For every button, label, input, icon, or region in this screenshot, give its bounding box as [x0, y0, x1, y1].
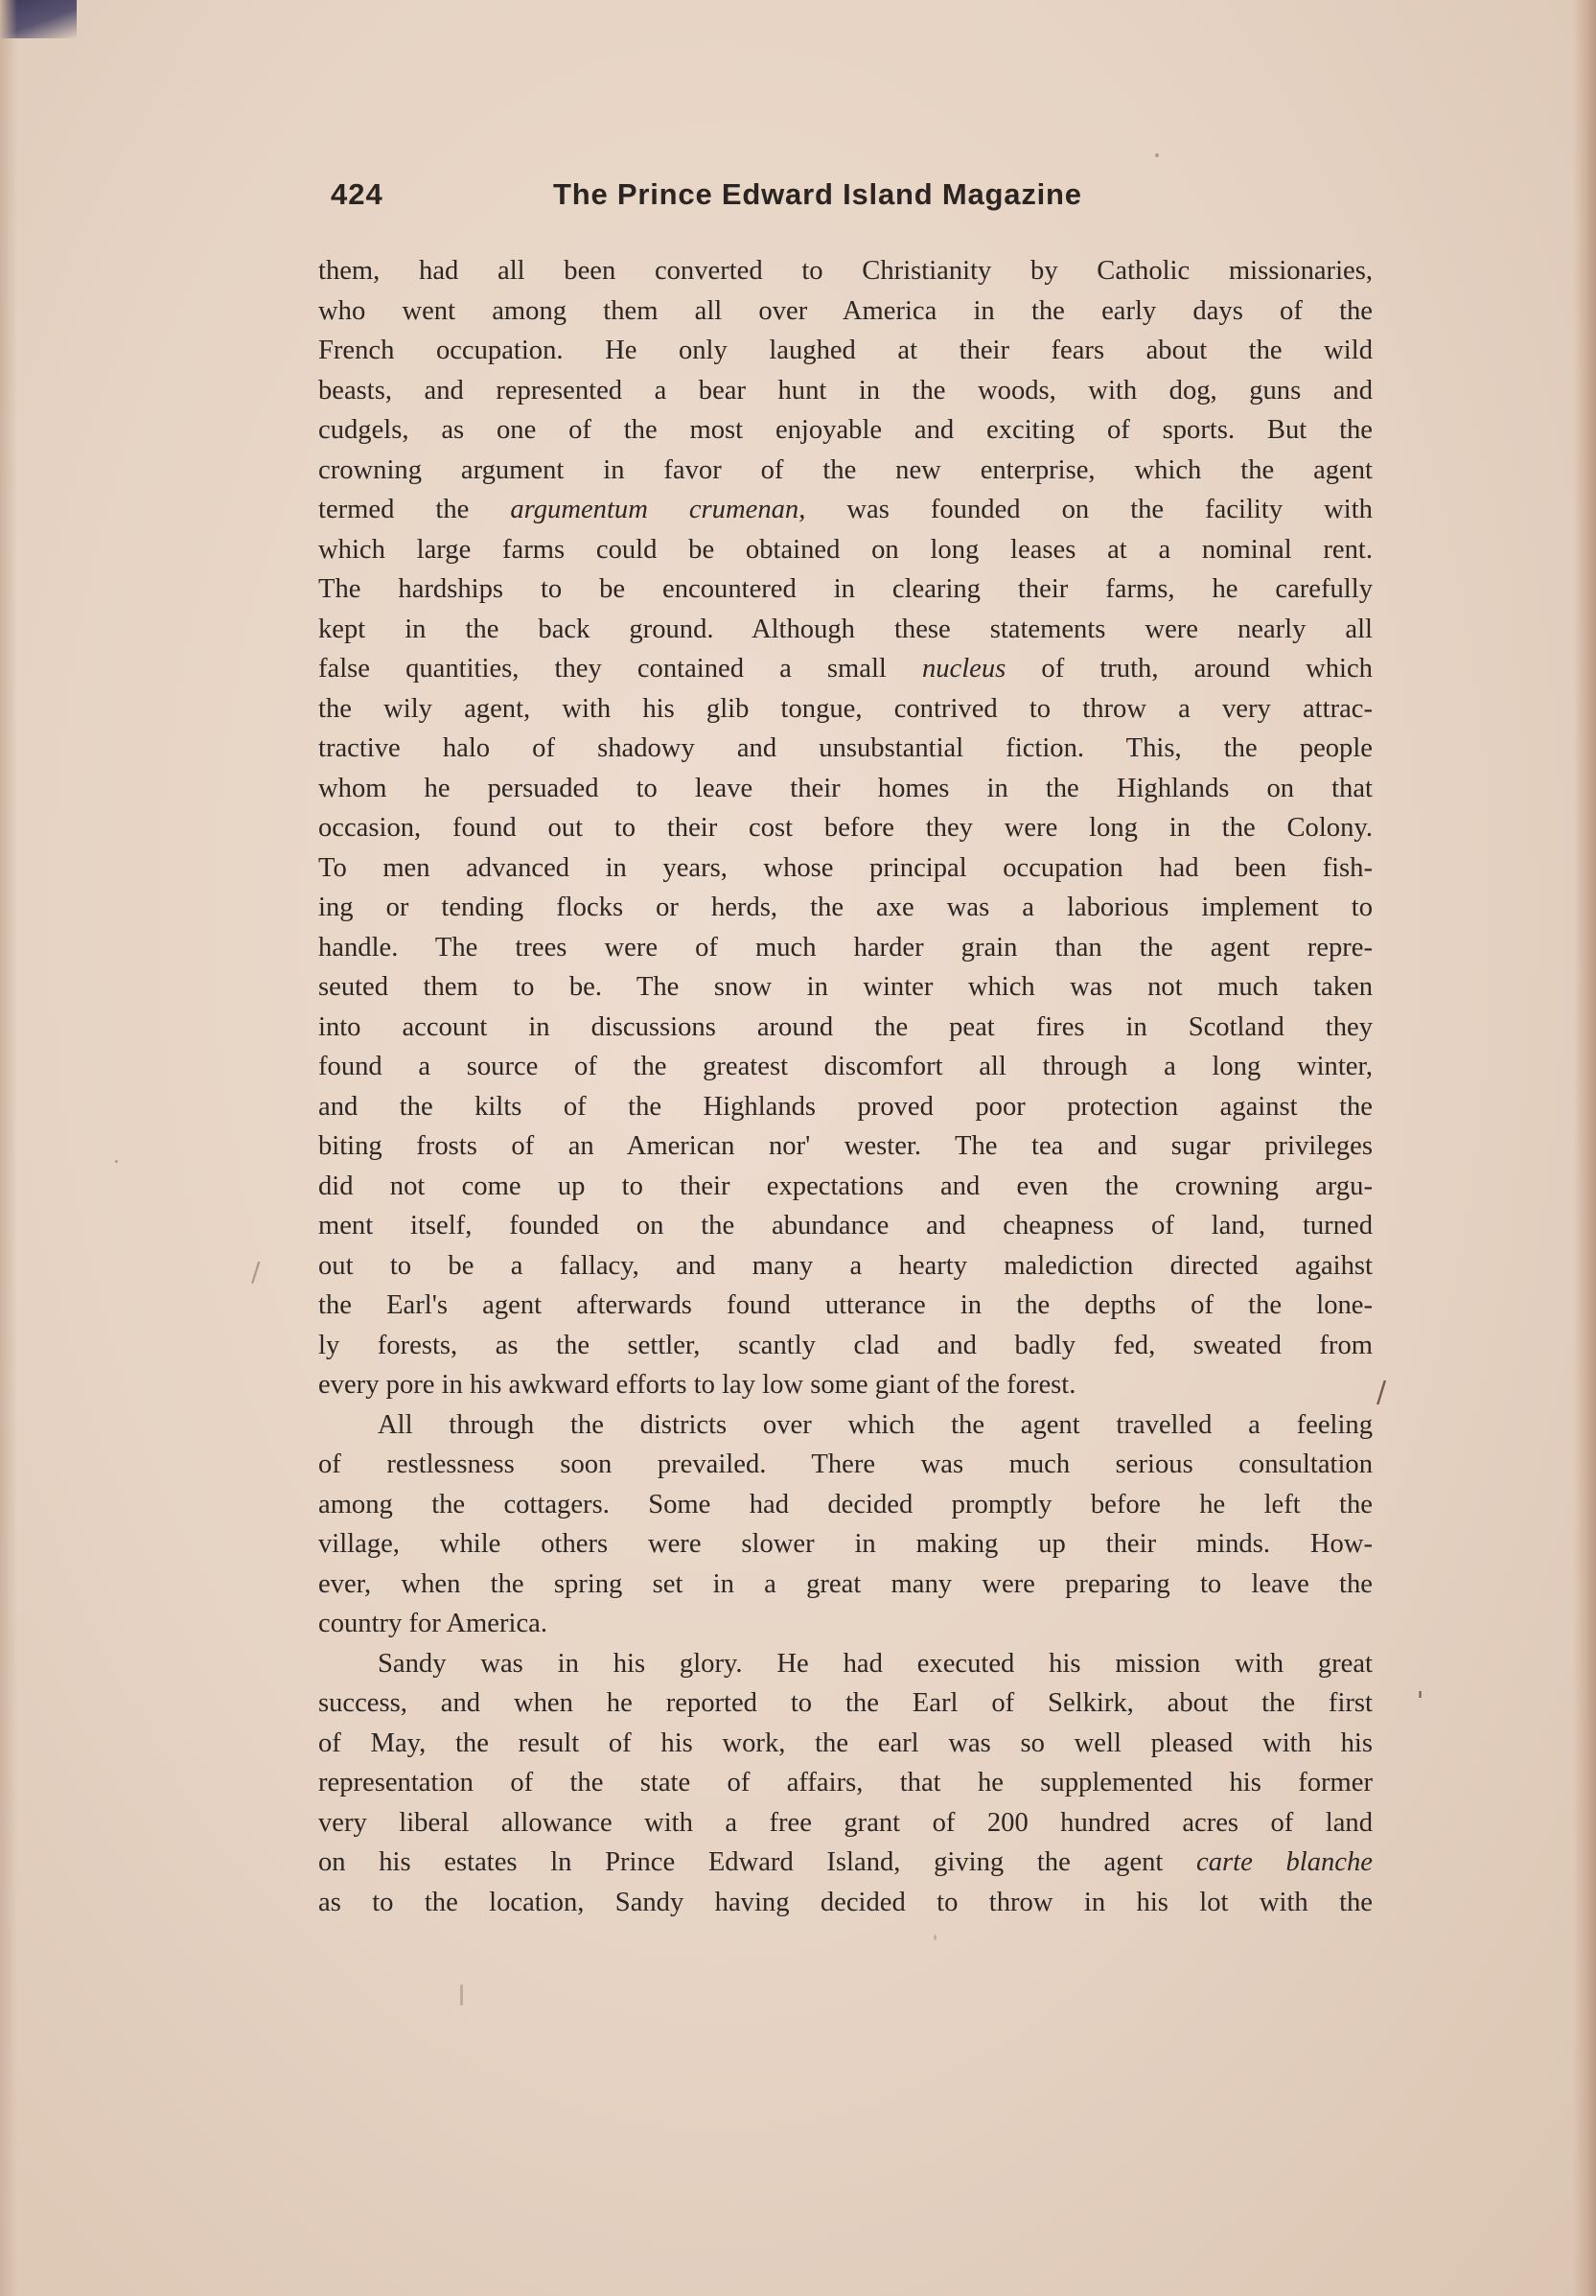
text-line: did not come up to their expectations and even the crowning argu- [318, 1171, 1373, 1201]
text-line: kept in the back ground. Although these statements were nearly all [318, 614, 1373, 644]
text-line: ever, when the spring set in a great many were preparing to leave the [318, 1568, 1373, 1599]
italic-term: argumentum crumenan, [510, 495, 806, 524]
pencil-tick-icon: ' [1417, 1687, 1424, 1716]
text-line: handle. The trees were of much harder grain than the agent repre- [318, 932, 1373, 962]
paper-speck [115, 1160, 118, 1163]
paragraph [318, 1644, 1373, 1923]
text-line: among the cottagers. Some had decided promptly before he left the [318, 1489, 1373, 1519]
text-line: tractive halo of shadowy and unsubstantial fiction. This, the people [318, 733, 1373, 763]
text-line: found a source of the greatest discomfort all through a long winter, [318, 1052, 1373, 1081]
paper-speck [1155, 153, 1159, 157]
text-line: very liberal allowance with a free grant of 200 hundred acres of land [318, 1807, 1373, 1838]
text-run: termed the [318, 495, 511, 524]
text-line: whom he persuaded to leave their homes in the Highlands on that [318, 773, 1373, 803]
text-line: who went among them all over America in the early days of the [318, 295, 1373, 326]
text-line: occasion, found out to their cost before they were long in the Colony. [318, 813, 1373, 843]
text-line: village, while others were slower in making up their minds. How- [318, 1529, 1373, 1559]
running-header [331, 177, 1371, 225]
text-line [318, 1843, 1373, 1883]
text-line: representation of the state of affairs, that he supplemented his former [318, 1768, 1373, 1797]
text-line: them, had all been converted to Christianity by Catholic missionaries, [318, 256, 1373, 286]
text-line: The hardships to be encountered in clearing their farms, he carefully [318, 574, 1373, 604]
page-number: 424 [331, 177, 383, 211]
text-line: out to be a fallacy, and many a hearty malediction directed agaihst [318, 1250, 1373, 1281]
text-line: ment itself, founded on the abundance and cheapness of land, turned [318, 1211, 1373, 1241]
text-run: false quantities, they contained a small [318, 654, 922, 684]
paper-speck [460, 1984, 463, 2006]
text-line: as to the location, Sandy having decided to throw in his lot with the [318, 1887, 1373, 1917]
text-line: the wily agent, with his glib tongue, contrived to throw a very attrac- [318, 693, 1373, 724]
page-right-edge [1573, 0, 1596, 2296]
text-line: into account in discussions around the peat fires in Scotland they [318, 1011, 1373, 1042]
text-line: seuted them to be. The snow in winter which was not much taken [318, 972, 1373, 1002]
text-line: crowning argument in favor of the new enterprise, which the agent [318, 454, 1373, 485]
text-run: on his estates ln Prince Edward Island, giving the agent [318, 1847, 1197, 1877]
paragraph [318, 1405, 1373, 1644]
text-line: beasts, and represented a bear hunt in the woods, with dog, guns and [318, 375, 1373, 406]
text-line: All through the districts over which the agent travelled a feeling [378, 1409, 1373, 1440]
text-line: To men advanced in years, whose principal occupation had been fish- [318, 852, 1373, 883]
italic-term: nucleus [921, 654, 1006, 684]
running-title: The Prince Edward Island Magazine [553, 177, 1082, 211]
text-line: of May, the result of his work, the earl was so well pleased with his [318, 1728, 1373, 1758]
text-line: which large farms could be obtained on long leases at a nominal rent. [318, 534, 1373, 565]
paper-speck [934, 1935, 937, 1940]
paragraph [318, 251, 1373, 1405]
text-line: ing or tending flocks or herds, the axe was a laborious implement to [318, 893, 1373, 922]
text-line [318, 490, 1373, 530]
text-line: French occupation. He only laughed at their fears about the wild [318, 336, 1373, 365]
page-left-edge [0, 0, 17, 2296]
text-line: cudgels, as one of the most enjoyable and exciting of sports. But the [318, 415, 1373, 445]
text-line: the Earl's agent afterwards found utterance in the depths of the lone- [318, 1290, 1373, 1320]
text-line: and the kilts of the Highlands proved poor protection against the [318, 1091, 1373, 1122]
text-line [318, 649, 1373, 689]
italic-term: carte blanche [1196, 1847, 1373, 1877]
stray-mark-icon: / [251, 1256, 261, 1287]
text-run: was founded on the facility with [805, 495, 1373, 524]
text-line: of restlessness soon prevailed. There was much serious consultation [318, 1449, 1373, 1479]
text-line: ly forests, as the settler, scantly clad and badly fed, sweated from [318, 1330, 1373, 1360]
body-text [318, 251, 1373, 1922]
text-line: success, and when he reported to the Earl of Selkirk, about the first [318, 1688, 1373, 1718]
text-run: of truth, around which [1006, 654, 1373, 684]
text-line: every pore in his awkward efforts to lay low some giant of the forest. [318, 1370, 1076, 1400]
text-line: country for America. [318, 1609, 547, 1638]
text-line: Sandy was in his glory. He had executed his mission with great [378, 1648, 1373, 1679]
text-line: biting frosts of an American nor' wester. The tea and sugar privileges [318, 1131, 1373, 1161]
pencil-mark-icon: / [1376, 1376, 1387, 1409]
